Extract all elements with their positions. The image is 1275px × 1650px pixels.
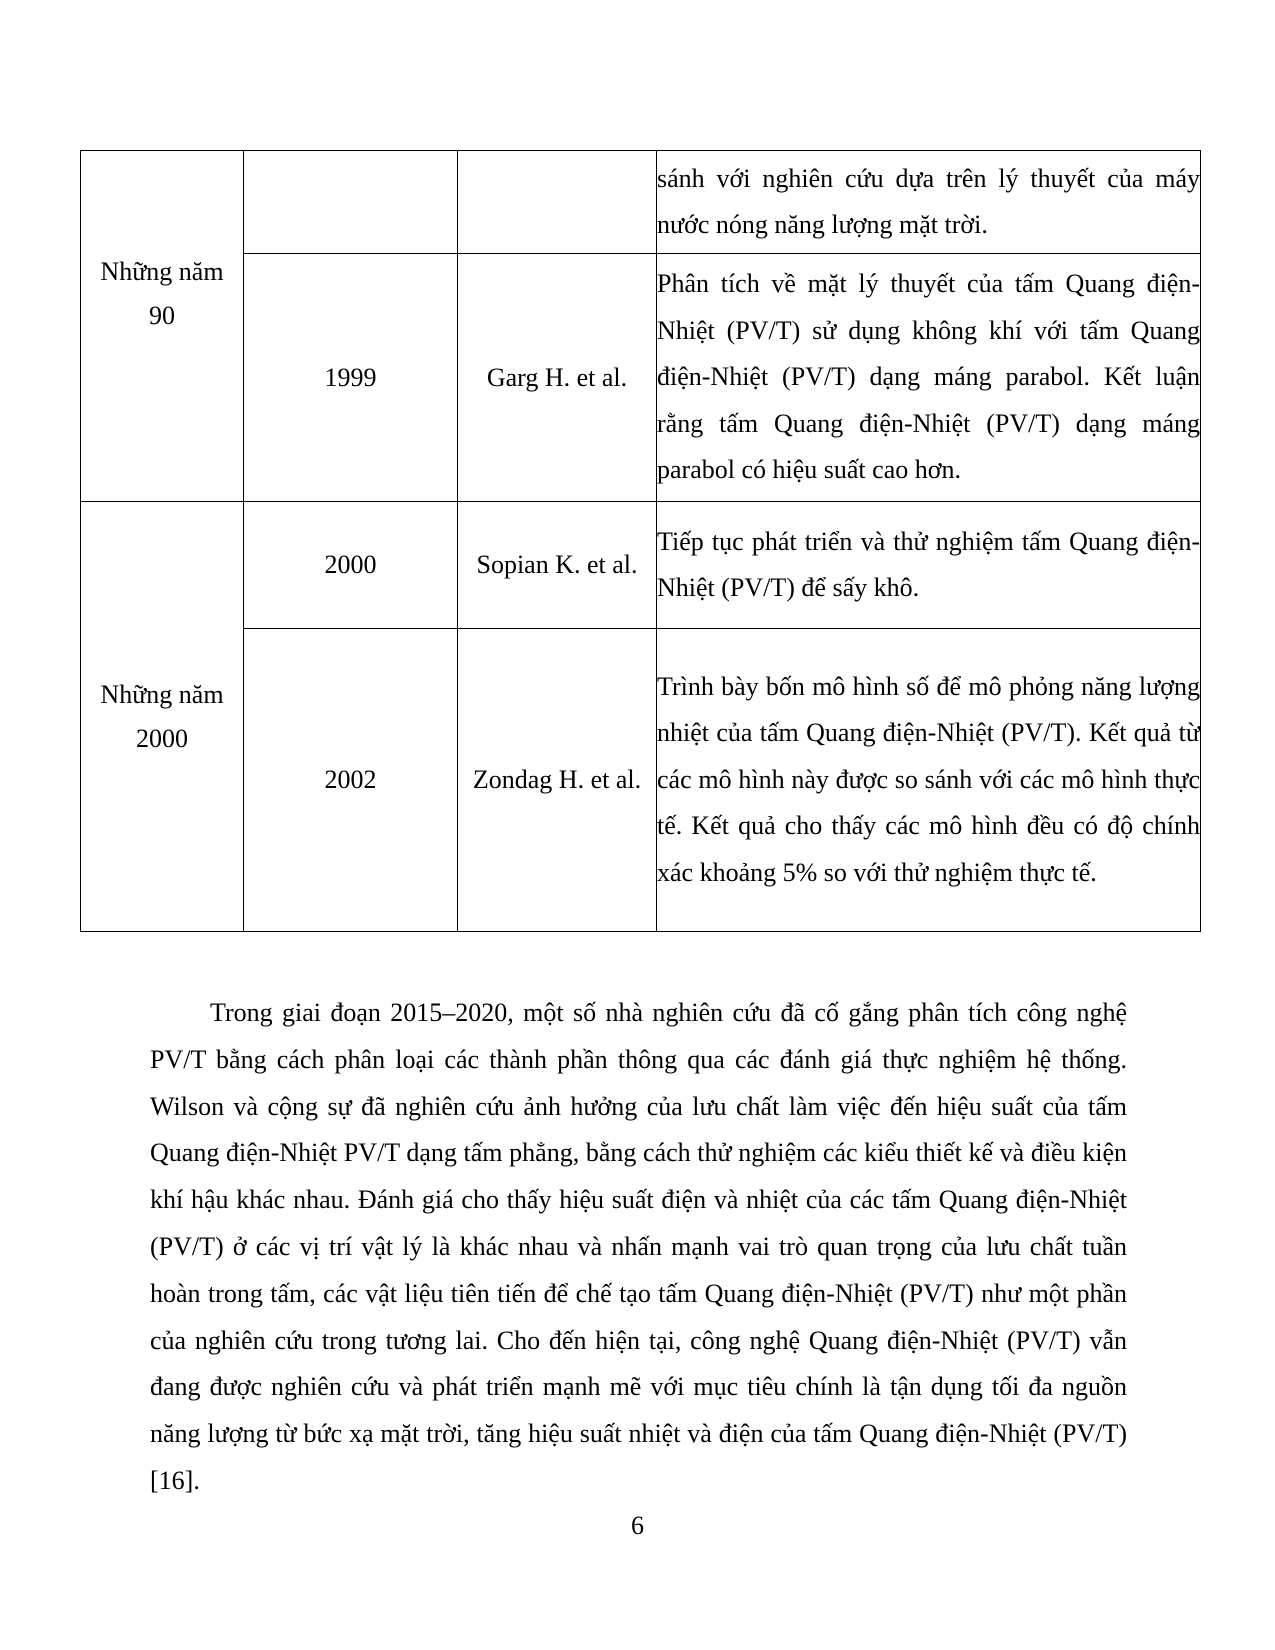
year-cell xyxy=(244,254,458,502)
year-label: 1999 xyxy=(324,362,377,392)
era-cell xyxy=(81,502,244,932)
description-cell xyxy=(657,254,1201,502)
year-cell xyxy=(244,502,458,629)
body-paragraph: Trong giai đoạn 2015–2020, một số nhà nghiên cứu đã cố gắng phân tích công nghệ PV/T bằng cách phân loại các thành phần thông qua các đánh giá thực nghiệm hệ thống. Wilson và cộng sự đã nghiên cứu ảnh hưởng của lưu chất làm việc đến hiệu suất của tấm Quang điện-Nhiệt PV/T dạng tấm phẳng, bằng cách thử nghiệm các kiểu thiết kế và điều kiện khí hậu khác nhau. Đánh giá cho thấy hiệu suất điện và nhiệt của các tấm Quang điện-Nhiệt (PV/T) ở các vị trí vật lý là khác nhau và nhấn mạnh vai trò quan trọng của lưu chất tuần hoàn trong tấm, các vật liệu tiên tiến để chế tạo tấm Quang điện-Nhiệt (PV/T) như một phần của nghiên cứu trong tương lai. Cho đến hiện tại, công nghệ Quang điện-Nhiệt (PV/T) vẫn đang được nghiên cứu và phát triển mạnh mẽ với mục tiêu chính là tận dụng tối đa nguồn năng lượng từ bức xạ mặt trời, tăng hiệu suất nhiệt và điện của tấm Quang điện-Nhiệt (PV/T) [16]. xyxy=(150,998,1127,1495)
era-cell xyxy=(81,151,244,502)
description-text: Trình bày bốn mô hình số để mô phỏng năng lượng nhiệt của tấm Quang điện-Nhiệt (PV/T). Kết quả từ các mô hình này được so sánh với các mô hình thực tế. Kết quả cho thấy các mô hình đều có độ chính xác khoảng 5% so với thử nghiệm thực tế. xyxy=(657,671,1200,887)
year-cell xyxy=(244,151,458,254)
author-label: Sopian K. et al. xyxy=(476,550,638,579)
table-row xyxy=(81,254,1201,502)
author-label: Garg H. et al. xyxy=(486,362,628,392)
table-row xyxy=(81,151,1201,254)
author-cell xyxy=(458,254,657,502)
author-cell xyxy=(458,151,657,254)
description-text: Tiếp tục phát triển và thử nghiệm tấm Quang điện-Nhiệt (PV/T) để sấy khô. xyxy=(657,526,1200,602)
table-row xyxy=(81,502,1201,629)
year-label: 2000 xyxy=(324,550,377,579)
page-number: 6 xyxy=(631,1511,644,1540)
era-label: Những năm 2000 xyxy=(100,679,224,753)
author-cell xyxy=(458,502,657,629)
year-cell xyxy=(244,629,458,932)
pvt-history-table xyxy=(80,150,1201,932)
year-label: 2002 xyxy=(324,765,377,794)
author-label: Zondag H. et al. xyxy=(472,765,642,794)
author-cell xyxy=(458,629,657,932)
era-label: Những năm 90 xyxy=(100,257,224,330)
description-cell xyxy=(657,502,1201,629)
description-text: Phân tích về mặt lý thuyết của tấm Quang điện-Nhiệt (PV/T) sử dụng không khí với tấm Quang điện-Nhiệt (PV/T) dạng máng parabol. Kết luận rằng tấm Quang điện-Nhiệt (PV/T) dạng máng parabol có hiệu suất cao hơn. xyxy=(657,269,1200,485)
description-cell xyxy=(657,151,1201,254)
description-cell xyxy=(657,629,1201,932)
table-row xyxy=(81,629,1201,932)
description-text: sánh với nghiên cứu dựa trên lý thuyết của máy nước nóng năng lượng mặt trời. xyxy=(657,163,1200,239)
